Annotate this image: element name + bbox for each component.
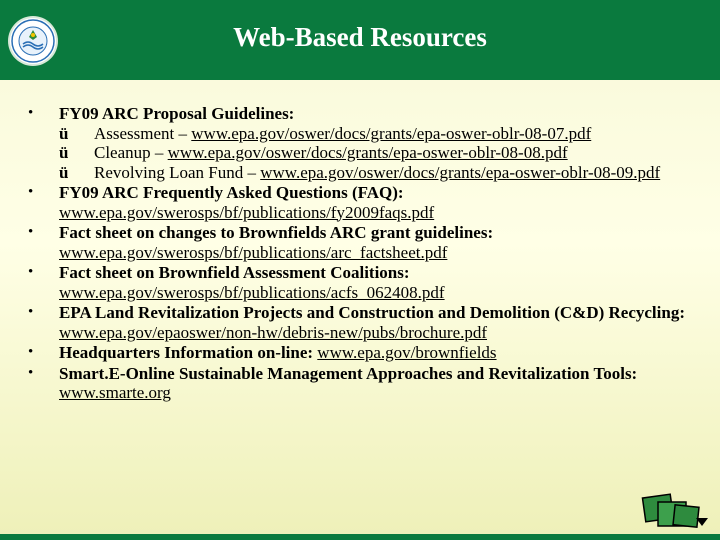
item-label: FY09 ARC Frequently Asked Questions (FAQ): <box>59 183 404 202</box>
sub-item <box>59 143 698 163</box>
list-item <box>28 223 698 262</box>
check-icon: ü <box>59 123 69 143</box>
item-label: Fact sheet on Brownfield Assessment Coalitions: <box>59 263 410 282</box>
bullet: • <box>28 184 34 200</box>
check-icon: ü <box>59 162 69 182</box>
title-bar <box>0 0 720 80</box>
bullet: • <box>28 224 34 240</box>
next-slide-icon[interactable] <box>640 492 710 534</box>
link-arc-factsheet[interactable]: www.epa.gov/swerosps/bf/publications/arc_factsheet.pdf <box>59 242 448 262</box>
bullet: • <box>28 264 34 280</box>
list-item <box>28 364 698 403</box>
list-item <box>28 183 698 222</box>
bullet: • <box>28 105 34 121</box>
item-label: EPA Land Revitalization Projects and Construction and Demolition (C&D) Recycling: <box>59 303 685 322</box>
link-brownfields[interactable]: www.epa.gov/brownfields <box>317 343 497 362</box>
list-item <box>28 303 698 342</box>
bullet: • <box>28 304 34 320</box>
sub-item <box>59 163 698 183</box>
list-item <box>28 343 698 363</box>
link-smarte[interactable]: www.smarte.org <box>59 383 171 402</box>
check-icon: ü <box>59 143 69 162</box>
link-faq[interactable]: www.epa.gov/swerosps/bf/publications/fy2009faqs.pdf <box>59 202 435 222</box>
sub-item-label: Revolving Loan Fund – <box>94 162 261 182</box>
list-item <box>28 263 698 302</box>
sub-item <box>59 124 698 144</box>
bullet: • <box>28 344 34 360</box>
sub-item-label: Cleanup – <box>94 143 168 162</box>
link-cd-recycling-brochure[interactable]: www.epa.gov/epaoswer/non-hw/debris-new/pubs/brochure.pdf <box>59 322 488 342</box>
item-label: FY09 ARC Proposal Guidelines: <box>59 104 295 123</box>
link-assessment-guidelines[interactable]: www.epa.gov/oswer/docs/grants/epa-oswer-oblr-08-07.pdf <box>191 123 592 143</box>
item-label: Smart.E-Online Sustainable Management Approaches and Revitalization Tools: <box>59 363 638 383</box>
bottom-rule <box>0 534 720 540</box>
bullet: • <box>28 364 34 381</box>
link-cleanup-guidelines[interactable]: www.epa.gov/oswer/docs/grants/epa-oswer-oblr-08-08.pdf <box>167 143 568 162</box>
page-title: Web-Based Resources <box>233 22 487 52</box>
list-item <box>28 104 698 182</box>
link-coalitions-factsheet[interactable]: www.epa.gov/swerosps/bf/publications/acfs_062408.pdf <box>59 282 445 302</box>
item-label: Fact sheet on changes to Brownfields ARC grant guidelines: <box>59 223 494 242</box>
resource-list <box>28 104 698 403</box>
link-rlf-guidelines[interactable]: www.epa.gov/oswer/docs/grants/epa-oswer-oblr-08-09.pdf <box>260 162 661 182</box>
sub-item-label: Assessment – <box>94 123 192 143</box>
item-label: Headquarters Information on-line: <box>59 343 318 362</box>
